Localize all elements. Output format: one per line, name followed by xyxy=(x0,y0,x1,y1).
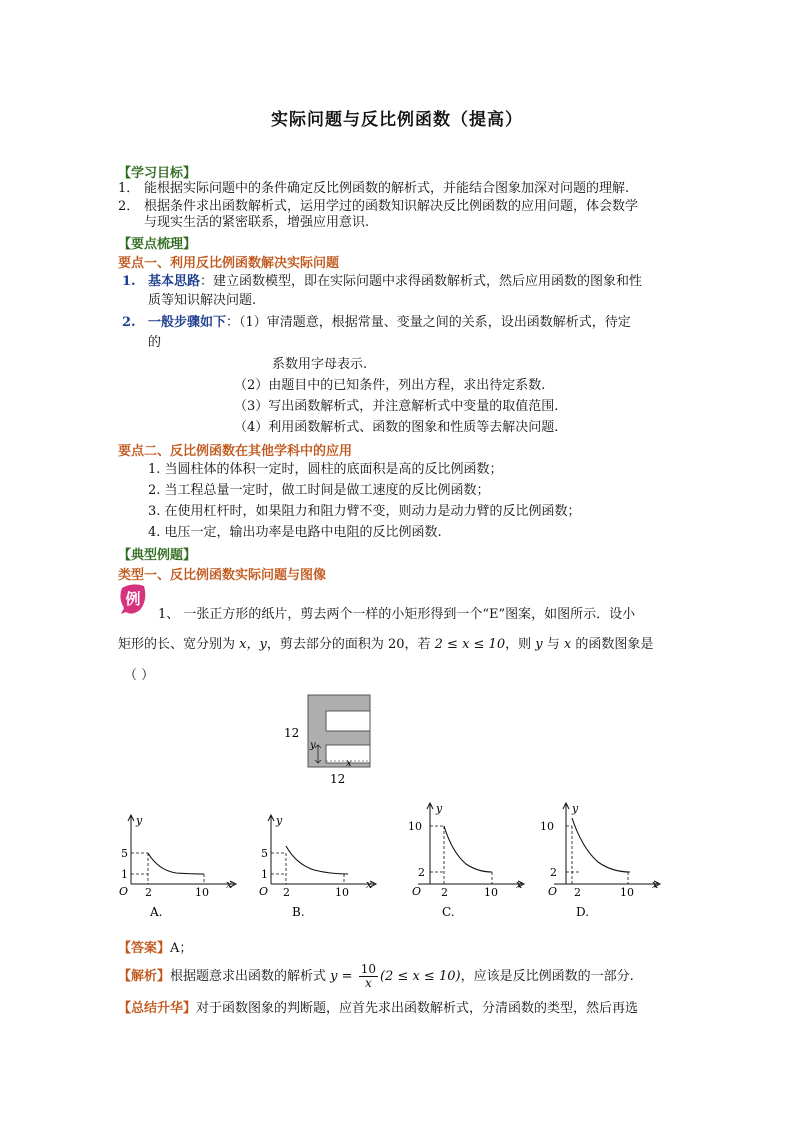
label-side-bottom: 12 xyxy=(330,772,346,786)
text-part: ，则 xyxy=(505,637,536,652)
point1-heading: 要点一、利用反比例函数解决实际问题 xyxy=(118,256,340,271)
item-number: 1. xyxy=(122,274,136,289)
text-part: 的函数图象是 xyxy=(571,637,654,652)
origin-label: O xyxy=(412,885,422,898)
goal-line-3: 与现实生活的紧密联系，增强应用意识. xyxy=(144,215,370,230)
point2-item: 3. 在使用杠杆时，如果阻力和阻力臂不变，则动力是动力臂的反比例函数； xyxy=(148,504,581,519)
graph-option-d[interactable] xyxy=(532,800,666,922)
origin-label: O xyxy=(548,885,558,898)
step-line: （2）由题目中的已知条件，列出方程，求出待定系数. xyxy=(234,378,546,393)
x-tick: 2 xyxy=(441,886,448,899)
analysis-text: 根据题意求出函数的解析式 xyxy=(170,969,331,984)
point1-item1 xyxy=(122,273,642,291)
item-label: 一般步骤如下 xyxy=(148,315,227,330)
summary-text: 对于函数图象的判断题，应首先求出函数解析式，分清函数的类型，然后再选 xyxy=(196,1001,639,1016)
point2-heading: 要点二、反比例函数在其他学科中的应用 xyxy=(118,444,353,459)
x-axis-label: x xyxy=(652,878,659,891)
goal-number: 1． xyxy=(118,181,140,196)
text-part: ，剪去部分的面积为 20，若 xyxy=(266,637,435,652)
math-xy: x，y xyxy=(239,637,267,652)
point2-item: 1. 当圆柱体的体积一定时，圆柱的底面积是高的反比例函数； xyxy=(148,462,503,477)
step-line: 系数用字母表示. xyxy=(272,357,368,372)
section-heading-examples: 【典型例题】 xyxy=(118,548,197,563)
option-label: C. xyxy=(442,905,455,919)
math-x: x xyxy=(563,637,572,652)
x-tick: 2 xyxy=(283,886,290,899)
y-tick: 1 xyxy=(261,868,268,881)
option-label: B. xyxy=(292,905,305,919)
fraction xyxy=(359,963,378,990)
curve xyxy=(286,846,348,874)
x-axis-label: x xyxy=(226,878,233,891)
y-tick: 5 xyxy=(261,847,268,860)
graph-option-b[interactable] xyxy=(256,812,382,922)
x-tick: 10 xyxy=(484,886,498,899)
example-text-line2 xyxy=(118,636,653,654)
analysis-label: 【解析】 xyxy=(118,969,171,984)
x-tick: 2 xyxy=(145,886,152,899)
curve xyxy=(444,826,492,872)
x-tick: 2 xyxy=(574,886,581,899)
example-badge-icon xyxy=(118,582,148,616)
x-tick: 10 xyxy=(620,886,634,899)
badge-text: 例 xyxy=(125,590,141,608)
item-text: ：（1）审清题意，根据常量、变量之间的关系，设出函数解析式，待定 xyxy=(226,315,631,330)
e-shape-figure xyxy=(280,693,390,788)
example-text-line1: 1、 一张正方形的纸片，剪去两个一样的小矩形得到一个“E”图案，如图所示．设小 xyxy=(158,607,636,622)
goal-number: 2． xyxy=(118,199,140,214)
answer-label: 【答案】 xyxy=(118,941,171,956)
y-tick: 2 xyxy=(418,866,425,879)
math-range: (2 ≤ x ≤ 10) xyxy=(379,969,461,984)
x-axis-label: x xyxy=(366,878,373,891)
analysis-text-b: ，应该是反比例函数的一部分. xyxy=(460,969,634,984)
fraction-numerator: 10 xyxy=(360,962,376,976)
goal-text: 根据条件求出函数解析式，运用学过的函数知识解决反比例函数的应用问题，体会数学 xyxy=(144,199,639,214)
section-heading-goals: 【学习目标】 xyxy=(118,166,197,181)
option-label: D. xyxy=(576,905,590,919)
math-y: y xyxy=(330,969,338,984)
label-x: x xyxy=(346,758,352,769)
graph-option-c[interactable] xyxy=(396,800,530,922)
math-eq: = xyxy=(337,969,357,984)
type1-heading: 类型一、反比例函数实际问题与图像 xyxy=(118,568,327,583)
origin-label: O xyxy=(119,885,129,898)
label-y: y xyxy=(310,740,316,751)
step-line: （4）利用函数解析式、函数的图象和性质等去解决问题. xyxy=(234,420,559,435)
y-tick: 5 xyxy=(121,847,128,860)
text-part: 矩形的长、宽分别为 xyxy=(118,637,240,652)
y-tick: 2 xyxy=(550,866,557,879)
x-axis-label: x xyxy=(516,878,523,891)
math-range: 2 ≤ x ≤ 10 xyxy=(434,637,506,652)
point2-item: 4. 电压一定，输出功率是电路中电阻的反比例函数. xyxy=(148,525,442,540)
analysis-line xyxy=(118,962,634,992)
item-text: ：建立函数模型，即在实际问题中求得函数解析式，然后应用函数的图象和性 xyxy=(200,274,643,289)
fraction-denominator: x xyxy=(364,976,372,990)
summary-label: 【总结升华】 xyxy=(118,1001,197,1016)
item-number: 2. xyxy=(122,315,136,330)
point2-item: 2. 当工程总量一定时，做工时间是做工速度的反比例函数； xyxy=(148,483,490,498)
page-title: 实际问题与反比例函数（提高） xyxy=(271,110,523,130)
origin-label: O xyxy=(259,885,269,898)
y-axis-label: y xyxy=(276,814,283,827)
curve xyxy=(572,818,630,872)
option-label: A. xyxy=(150,905,163,919)
point1-item1-cont: 质等知识解决问题. xyxy=(148,293,257,308)
goal-text: 能根据实际问题中的条件确定反比例函数的解析式，并能结合图象加深对问题的理解. xyxy=(144,181,630,196)
step-line: （3）写出函数解析式，并注意解析式中变量的取值范围. xyxy=(234,399,559,414)
point1-item2 xyxy=(122,314,631,332)
curve xyxy=(148,853,204,874)
goal-line-1 xyxy=(118,180,629,198)
x-tick: 10 xyxy=(195,886,209,899)
y-tick: 10 xyxy=(540,820,554,833)
example-answer-paren: （ ） xyxy=(124,668,155,683)
text-part: 与 xyxy=(542,637,564,652)
point1-item2-cont: 的 xyxy=(148,335,162,350)
label-side-left: 12 xyxy=(284,726,300,740)
section-heading-points: 【要点梳理】 xyxy=(118,237,197,252)
math-y: y xyxy=(535,637,543,652)
y-axis-label: y xyxy=(136,814,143,827)
answer-line xyxy=(118,940,192,958)
summary-line xyxy=(118,1000,638,1018)
graph-option-a[interactable] xyxy=(116,812,242,922)
y-axis-label: y xyxy=(436,802,443,815)
y-tick: 10 xyxy=(408,820,422,833)
x-tick: 10 xyxy=(335,886,349,899)
answer-value: A； xyxy=(170,941,193,956)
y-axis-label: y xyxy=(572,802,579,815)
item-label: 基本思路 xyxy=(148,274,201,289)
y-tick: 1 xyxy=(121,868,128,881)
